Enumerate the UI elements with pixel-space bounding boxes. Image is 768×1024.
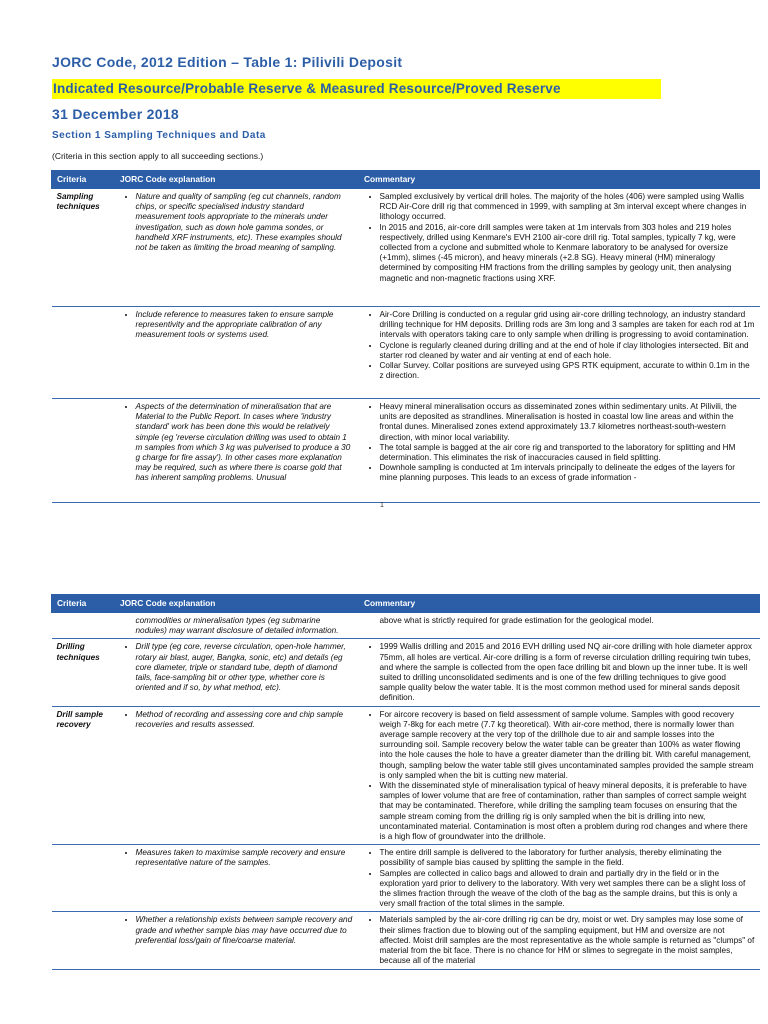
- commentary-bullet: • Downhole sampling is conducted at 1m intervals principally to delineate the edges of the layers for mine planning purposes. This leads to an excess of grade information -: [380, 463, 755, 483]
- column-header-explanation: JORC Code explanation: [115, 171, 359, 189]
- explanation-cell: [115, 845, 359, 912]
- commentary-bullet: • 1999 Wallis drilling and 2015 and 2016 EVH drilling used NQ air-core drilling with hole diameter approx 75mm, all holes are vertical. Air-core drilling is a form of reverse circulation drilling requiring twin tubes, and where the sample is collected from the open face drilling bit and blown up the inner tube. It is well suited to drilling unconsolidated sediments and is one of the few drilling techniques to give good sample quality below the water table. It is the most common method used for mineral sands deposit definition.: [380, 642, 755, 703]
- section-title: Section 1 Sampling Techniques and Data: [52, 130, 266, 141]
- criteria-cell: Drilling techniques: [52, 639, 115, 706]
- commentary-cell: [359, 845, 760, 912]
- criteria-cell: [52, 912, 115, 969]
- explanation-bullet: • Include reference to measures taken to ensure sample representivity and the appropriate calibration of any measurement tools or systems used.: [136, 310, 354, 341]
- explanation-cell: commodities or mineralisation types (eg submarine nodules) may warrant disclosure of detailed information.: [115, 613, 359, 639]
- table-row: [52, 912, 760, 969]
- table-row: [52, 307, 760, 399]
- commentary-bullet: • Samples are collected in calico bags and allowed to drain and partially dry in the field or in the exploration yard prior to delivery to the laboratory. With very wet samples there can be a slight loss of the slimes fraction through the weave of the cloth of the bag as the sample drains, but this is only a very small fraction of the total slimes in the sample.: [380, 869, 755, 910]
- table-row: [52, 639, 760, 706]
- criteria-cell: Sampling techniques: [52, 189, 115, 307]
- criteria-cell: Drill sample recovery: [52, 706, 115, 845]
- commentary-cell: [359, 706, 760, 845]
- table-header-row: [52, 595, 760, 613]
- section-note: (Criteria in this section apply to all succeeding sections.): [52, 151, 264, 161]
- explanation-cell: [115, 189, 359, 307]
- table-row: [52, 399, 760, 503]
- criteria-cell: [52, 845, 115, 912]
- commentary-bullet: • Collar Survey. Collar positions are surveyed using GPS RTK equipment, accurate to within 0.1m in the z direction.: [380, 361, 755, 381]
- explanation-bullet: • Drill type (eg core, reverse circulation, open-hole hammer, rotary air blast, auger, Bangka, sonic, etc) and details (eg core diameter, triple or standard tube, depth of diamond tails, face-sampling bit or other type, whether core is oriented and if so, by what method, etc).: [136, 642, 354, 693]
- criteria-cell: [52, 613, 115, 639]
- commentary-cell: [359, 189, 760, 307]
- table-row-continuation: [52, 613, 760, 639]
- document-date: 31 December 2018: [52, 106, 179, 122]
- explanation-cell: [115, 399, 359, 503]
- column-header-criteria: Criteria: [52, 595, 115, 613]
- jorc-table-page-1: [51, 170, 760, 503]
- jorc-table-page-2: [51, 594, 760, 970]
- document-subtitle-highlighted: Indicated Resource/Probable Reserve & Measured Resource/Proved Reserve: [52, 79, 661, 99]
- column-header-commentary: Commentary: [359, 171, 760, 189]
- table-header-row: [52, 171, 760, 189]
- explanation-cell: [115, 912, 359, 969]
- explanation-cell: [115, 639, 359, 706]
- commentary-bullet: • With the disseminated style of mineralisation typical of heavy mineral deposits, it is preferable to have samples of lower volume that are free of contamination, rather than samples of correct sample weight that may be contaminated. Therefore, while drilling the sampling team focuses on ensuring that the sample stream coming from the drilling rig is only sampled when the bit is drilling into new, uncontaminated material. Contamination is most often a problem during rod changes and where there is a high flow of groundwater into the drillhole.: [380, 781, 755, 842]
- explanation-bullet: • Method of recording and assessing core and chip sample recoveries and results assessed.: [136, 710, 354, 730]
- commentary-bullet: • Cyclone is regularly cleaned during drilling and at the end of hole if clay lithologies intersected. Bit and starter rod cleaned by water and air venting at end of each hole.: [380, 341, 755, 361]
- commentary-bullet: • Heavy mineral mineralisation occurs as disseminated zones within sedimentary units. At Pilivili, the units are deposited as strandlines. Mineralisation is hosted in coastal low line areas and within the frontal dunes. Mineralised zones extend approximately 13.7 kilometres northeast-south-western direction, with minor local variability.: [380, 402, 755, 443]
- criteria-cell: [52, 399, 115, 503]
- table-row: [52, 845, 760, 912]
- table-row: [52, 706, 760, 845]
- commentary-bullet: • In 2015 and 2016, air-core drill samples were taken at 1m intervals from 303 holes and 219 holes respectively, drilled using Kenmare's EVH 2100 air-core drill rig. Total samples, typically 7 kg, were collected from a cyclone and submitted whole to Kenmare laboratory to be analysed for oversize (+1mm), slimes (-45 micron), and heavy minerals (+2.8 SG). Heavy mineral (HM) mineralogy determined by compositing HM fractions from the drilling samples by geology unit, then analysing magnetic and non-magnetic fractions using XRF.: [380, 223, 755, 284]
- commentary-cell: above what is strictly required for grade estimation for the geological model.: [359, 613, 760, 639]
- explanation-bullet: • Measures taken to maximise sample recovery and ensure representative nature of the samples.: [136, 848, 354, 868]
- document-title: JORC Code, 2012 Edition – Table 1: Pilivili Deposit: [52, 54, 403, 70]
- commentary-cell: [359, 399, 760, 503]
- page-number: 1: [380, 502, 384, 509]
- column-header-explanation: JORC Code explanation: [115, 595, 359, 613]
- commentary-cell: [359, 639, 760, 706]
- explanation-bullet: • Aspects of the determination of mineralisation that are Material to the Public Report. In cases where 'industry standard' work has been done this would be relatively simple (eg 'reverse circulation drilling was used to obtain 1 m samples from which 3 kg was pulverised to produce a 30 g charge for fire assay'). In other cases more explanation may be required, such as where there is coarse gold that has inherent sampling problems. Unusual: [136, 402, 354, 484]
- commentary-cell: [359, 912, 760, 969]
- commentary-bullet: • The total sample is bagged at the air core rig and transported to the laboratory for splitting and HM determination. This eliminates the risk of inaccuracies caused in field splitting.: [380, 443, 755, 463]
- criteria-cell: [52, 307, 115, 399]
- commentary-bullet: • Sampled exclusively by vertical drill holes. The majority of the holes (406) were sampled using Wallis RCD Air-Core drill rig that commenced in 1999, with sampling at 3m interval except where changes in lithology occurred.: [380, 192, 755, 223]
- explanation-cell: [115, 307, 359, 399]
- commentary-cell: [359, 307, 760, 399]
- commentary-bullet: • Materials sampled by the air-core drilling rig can be dry, moist or wet. Dry samples may lose some of their slimes fraction due to blowing out of the sampling equipment, but HM and oversize are not affected. Moist drill samples are the most representative as the whole sample is returned as "clumps" of material from the bit face. There is no chance for HM or slimes to segregate in the moist samples, because all of the material: [380, 915, 755, 966]
- column-header-criteria: Criteria: [52, 171, 115, 189]
- commentary-bullet: • Air-Core Drilling is conducted on a regular grid using air-core drilling technology, an industry standard drilling technique for HM deposits. Drilling rods are 3m long and 3 samples are taken for each rod at 1m intervals with operators taking care to only sample when drilling is progressing to avoid contamination.: [380, 310, 755, 341]
- commentary-bullet: • For aircore recovery is based on field assessment of sample volume. Samples with good recovery weigh 7-8kg for each metre (7.7 kg theoretical). With air-core method, there is normally lower than average sample recovery at the very top of the drillhole due to air and sample losses into the surrounding soil. Sample recovery below the water table can be greater than 100% as water flowing into the hole causes the hole to have a greater diameter than the drilling bit. With careful management, though, sampling below the water table still gives uncontaminated samples provided the sample stream is only sampled when the bit is cutting new material.: [380, 710, 755, 781]
- explanation-cell: [115, 706, 359, 845]
- column-header-commentary: Commentary: [359, 595, 760, 613]
- table-row: [52, 189, 760, 307]
- commentary-bullet: • The entire drill sample is delivered to the laboratory for further analysis, thereby eliminating the possibility of sample bias caused by splitting the sample in the field.: [380, 848, 755, 868]
- explanation-bullet: • Whether a relationship exists between sample recovery and grade and whether sample bias may have occurred due to preferential loss/gain of fine/coarse material.: [136, 915, 354, 946]
- explanation-bullet: • Nature and quality of sampling (eg cut channels, random chips, or specific specialised industry standard measurement tools appropriate to the minerals under investigation, such as down hole gamma sondes, or handheld XRF instruments, etc). These examples should not be taken as limiting the broad meaning of sampling.: [136, 192, 354, 253]
